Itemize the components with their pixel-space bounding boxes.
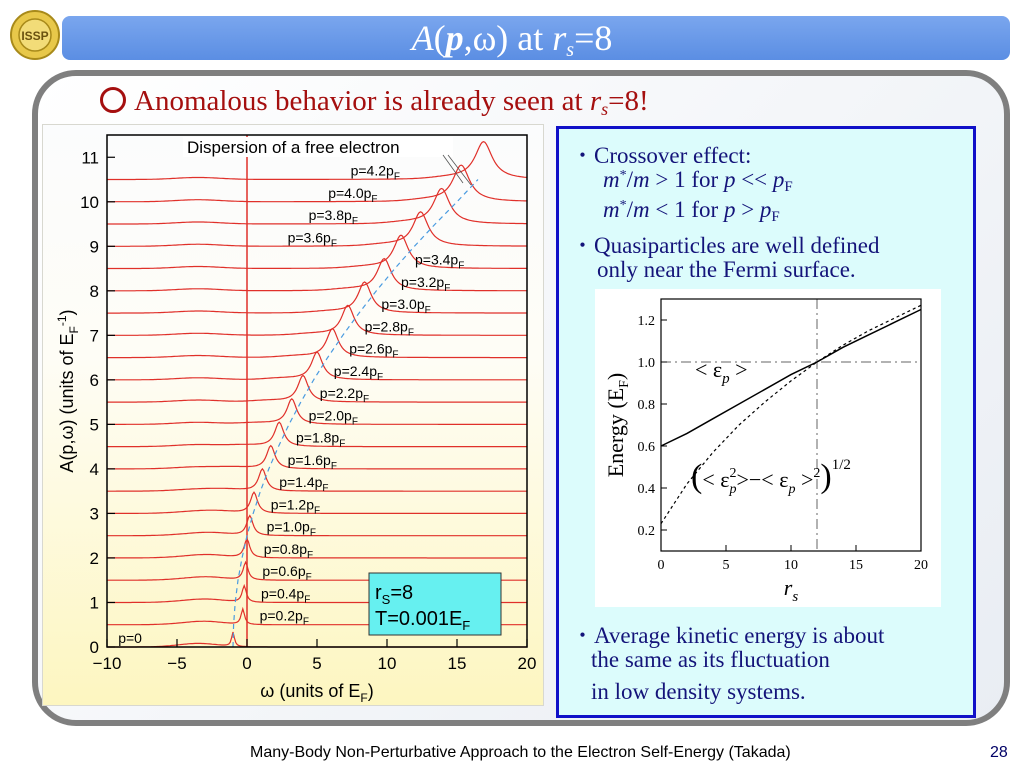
bullet-quasiparticles: ・Quasiparticles are well defined: [571, 233, 880, 258]
y-tick-label: 3: [89, 504, 99, 524]
spectral-curve: [107, 305, 527, 335]
info-rs: $r_S=8$: [375, 582, 414, 607]
x-tick-label: −5: [167, 654, 187, 673]
y-tick-label: 5: [89, 415, 99, 435]
slide-subtitle: Anomalous behavior is already seen at $r_s=8$!: [100, 82, 649, 120]
curve-label: $p=0.4p_F$: [261, 585, 311, 606]
y-tick-label: 6: [89, 370, 99, 390]
curve-label: $p=3.6p_F$: [287, 229, 337, 250]
curve-label: $p=1.0p_F$: [266, 518, 316, 539]
inset-x-tick-label: 5: [722, 558, 730, 573]
kinetic-line-2: the same as its fluctuation: [591, 647, 830, 672]
bullet-kinetic-energy: ・Average kinetic energy is about: [571, 623, 885, 648]
y-tick-label: 4: [89, 459, 99, 479]
notes-panel: [556, 126, 976, 718]
spectral-curve: [107, 539, 527, 558]
inset-x-axis-label: $r_s$: [783, 575, 799, 605]
circle-bullet-icon: [100, 87, 126, 113]
spectral-curve: [107, 329, 527, 358]
x-tick-label: 15: [447, 654, 467, 673]
curve-label: $p=3.0p_F$: [381, 296, 431, 317]
curve-label: $p=0.2p_F$: [259, 607, 309, 628]
inset-frame: [661, 299, 921, 551]
y-tick-label: 9: [89, 237, 99, 257]
curve-label: $p=2.6p_F$: [349, 340, 399, 361]
curve-label: $p=3.8p_F$: [308, 207, 358, 228]
inset-y-tick-label: 1.0: [637, 356, 655, 371]
inset-x-tick-label: 20: [914, 558, 928, 573]
mean-energy-label: < $\varepsilon_p$ >: [695, 357, 748, 387]
curve-label: $p=2.2p_F$: [319, 385, 370, 406]
slide-footer: [0, 740, 1024, 764]
curve-label: $p=1.6p_F$: [287, 451, 337, 472]
bullet-crossover: ・Crossover effect:: [571, 143, 752, 168]
inset-y-tick-label: 1.2: [637, 314, 655, 329]
quasiparticles-line-2: only near the Fermi surface.: [597, 257, 856, 282]
inset-y-tick-label: 0.4: [637, 482, 655, 497]
x-tick-label: 10: [377, 654, 397, 673]
inset-x-tick-label: 15: [849, 558, 863, 573]
x-tick-label: −10: [92, 654, 122, 673]
curve-label: $p=3.4p_F$: [415, 251, 465, 272]
curve-label: $p=2.0p_F$: [308, 407, 358, 428]
kinetic-line-3: in low density systems.: [591, 679, 806, 704]
x-axis-label: ω (units of $E_F$): [260, 681, 374, 705]
info-temperature: $T=0.001E_F$: [375, 608, 471, 633]
spectral-curve: [107, 516, 527, 536]
y-tick-label: 1: [89, 593, 99, 613]
fluctuation-label: (< $\varepsilon^2$ $p>-< \varepsilon_p >^2)^{1/2}$: [691, 457, 851, 497]
crossover-line-1: m*/m > 1 for $p << p_F$: [603, 167, 793, 195]
crossover-line-2: m*/m < 1 for $p > p_F$: [603, 197, 780, 225]
x-tick-label: 0: [242, 654, 252, 673]
curve-label: $p=1.8p_F$: [296, 429, 346, 450]
curve-label: p=0: [118, 630, 142, 646]
y-axis-label: A(p,ω) (units of $E_F^{-1}$): [55, 309, 81, 473]
spectral-function-svg: [43, 125, 543, 705]
inset-y-tick-label: 0.6: [637, 440, 655, 455]
inset-x-tick-label: 0: [657, 558, 665, 573]
inset-x-tick-label: 10: [784, 558, 798, 573]
curve-label: $p=0.8p_F$: [263, 540, 314, 561]
page-title: A(p,ω) at $r_s=8$: [411, 18, 613, 61]
y-tick-label: 7: [89, 326, 99, 346]
svg-text:ISSP: ISSP: [21, 29, 49, 43]
inset-y-tick-label: 0.2: [637, 524, 655, 539]
y-tick-label: 11: [81, 148, 99, 168]
page-number: 28: [990, 744, 1008, 761]
energy-inset-svg: [595, 289, 941, 607]
curve-label: $p=4.2p_F$: [350, 162, 400, 183]
inset-y-axis-label: Energy $(E_F)$: [603, 372, 632, 478]
curve-label: $p=2.4p_F$: [333, 362, 384, 383]
spectral-function-chart: [42, 124, 544, 706]
y-tick-label: 8: [89, 281, 99, 301]
curve-label: $p=1.2p_F$: [270, 496, 321, 517]
y-tick-label: 2: [89, 548, 99, 568]
spectral-curve: [107, 282, 527, 313]
curve-label: $p=4.0p_F$: [328, 184, 378, 205]
footer-text: Many-Body Non-Perturbative Approach to the Electron Self-Energy (Takada): [250, 744, 791, 761]
y-tick-label: 10: [80, 192, 99, 212]
x-tick-label: 5: [312, 654, 322, 673]
curve-label: $p=3.2p_F$: [401, 273, 451, 294]
x-tick-label: 20: [517, 654, 537, 673]
inset-y-tick-label: 0.8: [637, 398, 655, 413]
curve-label: $p=1.4p_F$: [279, 474, 329, 495]
curve-label: $p=0.6p_F$: [262, 563, 312, 584]
energy-inset-chart: [595, 289, 941, 607]
curve-label: $p=2.8p_F$: [364, 318, 414, 339]
y-tick-label: 0: [89, 638, 99, 657]
title-pointer: [448, 155, 471, 185]
chart-title: Dispersion of a free electron: [187, 138, 400, 157]
